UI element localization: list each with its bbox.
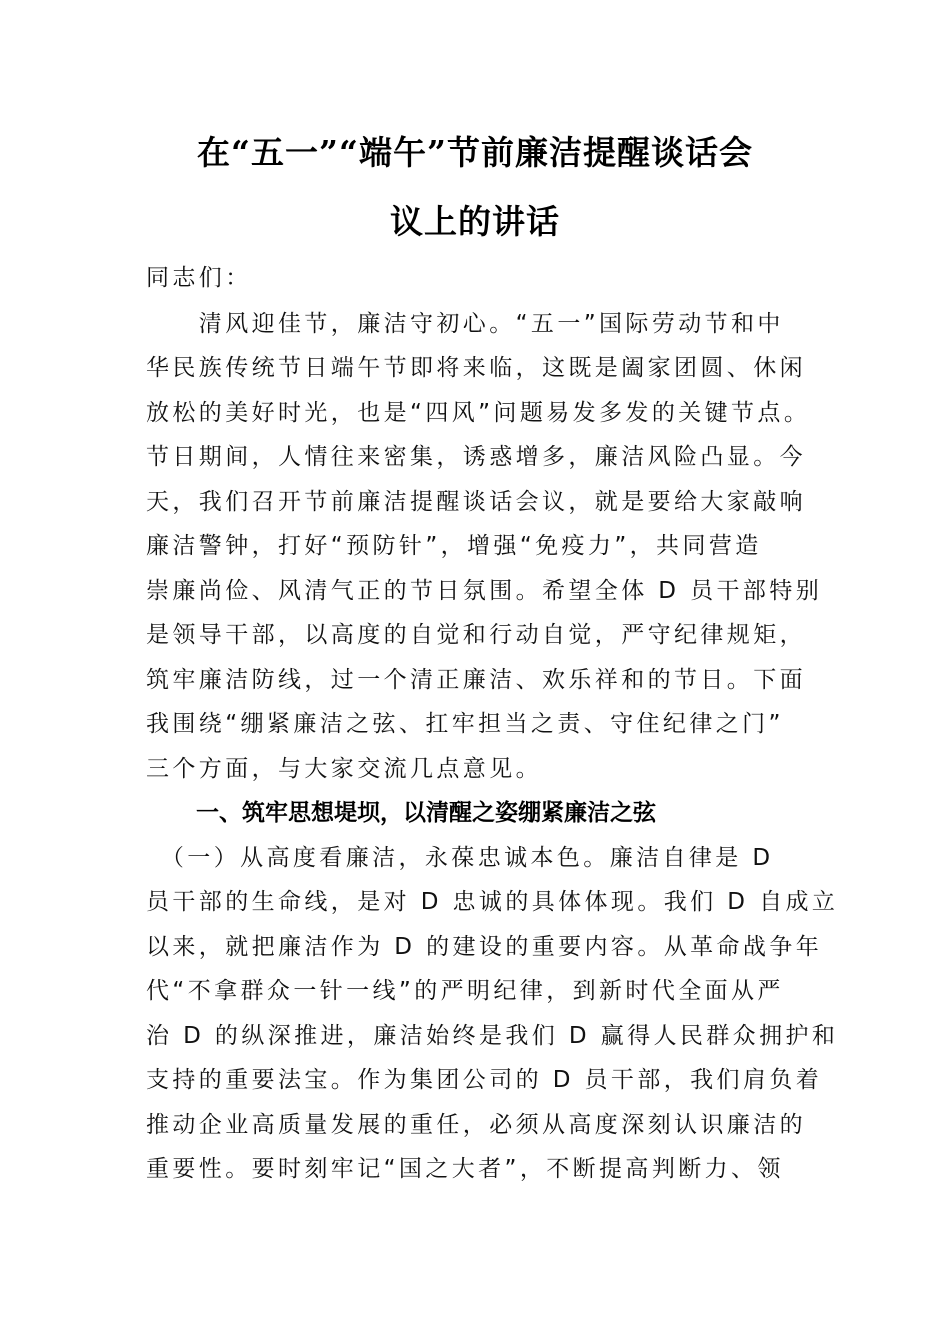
intro-line: 放松的美好时光，也是“四风”问题易发多发的关键节点。 [146, 400, 811, 426]
intro-line: 是领导干部，以高度的自觉和行动自觉，严守纪律规矩， [146, 622, 806, 648]
section-line: （一）从高度看廉洁，永葆忠诚本色。廉洁自律是 D [146, 845, 774, 871]
section-line: 以来，就把廉洁作为 D 的建设的重要内容。从革命战争年 [146, 934, 823, 960]
intro-line: 三个方面，与大家交流几点意见。 [146, 756, 542, 782]
intro-line: 华民族传统节日端午节即将来临，这既是阖家团圆、休闲 [146, 355, 806, 381]
salutation: 同志们： [146, 265, 252, 291]
section-line: 推动企业高质量发展的重任，必须从高度深刻认识廉洁的 [146, 1112, 806, 1138]
section-line: 员干部的生命线，是对 D 忠诚的具体体现。我们 D 自成立 [146, 889, 839, 915]
section-line: 治 D 的纵深推进，廉洁始终是我们 D 赢得人民群众拥护和 [146, 1023, 839, 1049]
intro-line: 筑牢廉洁防线，过一个清正廉洁、欢乐祥和的节日。下面 [146, 667, 806, 693]
intro-line: 我围绕“绷紧廉洁之弦、扛牢担当之责、守住纪律之门” [146, 711, 784, 737]
intro-line: 节日期间，人情往来密集，诱惑增多，廉洁风险凸显。今 [146, 444, 806, 470]
section-line: 代“不拿群众一针一线”的严明纪律，到新时代全面从严 [146, 978, 784, 1004]
document-title-line-2: 议上的讲话 [390, 202, 560, 241]
intro-line: 崇廉尚俭、风清气正的节日氛围。希望全体 D 员干部特别 [146, 578, 823, 604]
intro-line: 天，我们召开节前廉洁提醒谈话会议，就是要给大家敲响 [146, 489, 806, 515]
section-line: 重要性。要时刻牢记“国之大者”，不断提高判断力、领 [146, 1156, 784, 1182]
document-title-line-1: 在“五一”“端午”节前廉洁提醒谈话会 [197, 133, 753, 172]
intro-line: 清风迎佳节，廉洁守初心。“五一”国际劳动节和中 [146, 311, 784, 337]
section-line: 支持的重要法宝。作为集团公司的 D 员干部，我们肩负着 [146, 1067, 823, 1093]
intro-line: 廉洁警钟，打好“预防针”，增强“免疫力”，共同营造 [146, 533, 762, 559]
section-heading: 一、筑牢思想堤坝，以清醒之姿绷紧廉洁之弦 [196, 800, 656, 826]
